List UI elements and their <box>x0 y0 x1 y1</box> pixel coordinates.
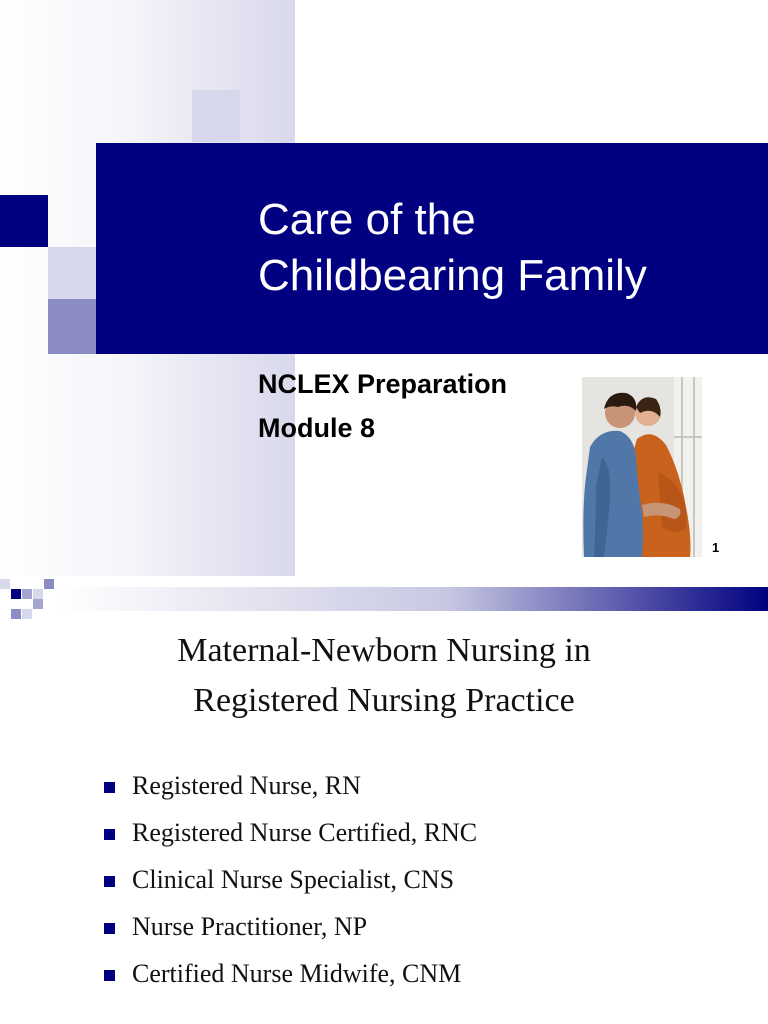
slide-2-title <box>60 626 708 726</box>
title-line-2: Childbearing Family <box>258 251 647 300</box>
decor-mini-square <box>33 599 43 609</box>
title-line-1: Care of the <box>258 195 476 244</box>
bullet-text: Registered Nurse Certified, RNC <box>132 818 478 847</box>
slide-title <box>258 192 758 304</box>
decor-mini-square <box>11 589 21 599</box>
decor-mini-square <box>0 579 10 589</box>
decor-mini-square <box>33 589 43 599</box>
square-bullet-icon <box>104 782 115 793</box>
bullet-text: Certified Nurse Midwife, CNM <box>132 959 462 988</box>
decor-mini-square <box>44 579 54 589</box>
square-bullet-icon <box>104 829 115 840</box>
slide-subtitle <box>258 362 588 450</box>
list-item <box>104 771 477 818</box>
bullet-text: Registered Nurse, RN <box>132 771 361 800</box>
bullet-list <box>104 771 477 1006</box>
decor-mini-square <box>22 589 32 599</box>
bullet-text: Clinical Nurse Specialist, CNS <box>132 865 455 894</box>
bullet-text: Nurse Practitioner, NP <box>132 912 368 941</box>
square-bullet-icon <box>104 923 115 934</box>
decor-mini-square <box>22 609 32 619</box>
decor-square <box>48 247 96 299</box>
decor-mini-square <box>11 609 21 619</box>
slide-2 <box>0 576 768 1024</box>
square-bullet-icon <box>104 970 115 981</box>
list-item <box>104 865 477 912</box>
slide-2-title-line-2: Registered Nursing Practice <box>193 682 575 719</box>
list-item <box>104 959 477 1006</box>
list-item <box>104 912 477 959</box>
subtitle-line-1: NCLEX Preparation <box>258 369 508 399</box>
decor-square <box>0 195 48 247</box>
decor-square <box>192 90 240 142</box>
slide-2-title-line-1: Maternal-Newborn Nursing in <box>177 632 591 669</box>
page-number: 1 <box>712 540 720 555</box>
decor-square <box>48 299 96 354</box>
subtitle-line-2: Module 8 <box>258 413 376 443</box>
couple-photo-icon <box>582 377 702 557</box>
square-bullet-icon <box>104 876 115 887</box>
list-item <box>104 818 477 865</box>
header-gradient-bar <box>60 587 768 611</box>
